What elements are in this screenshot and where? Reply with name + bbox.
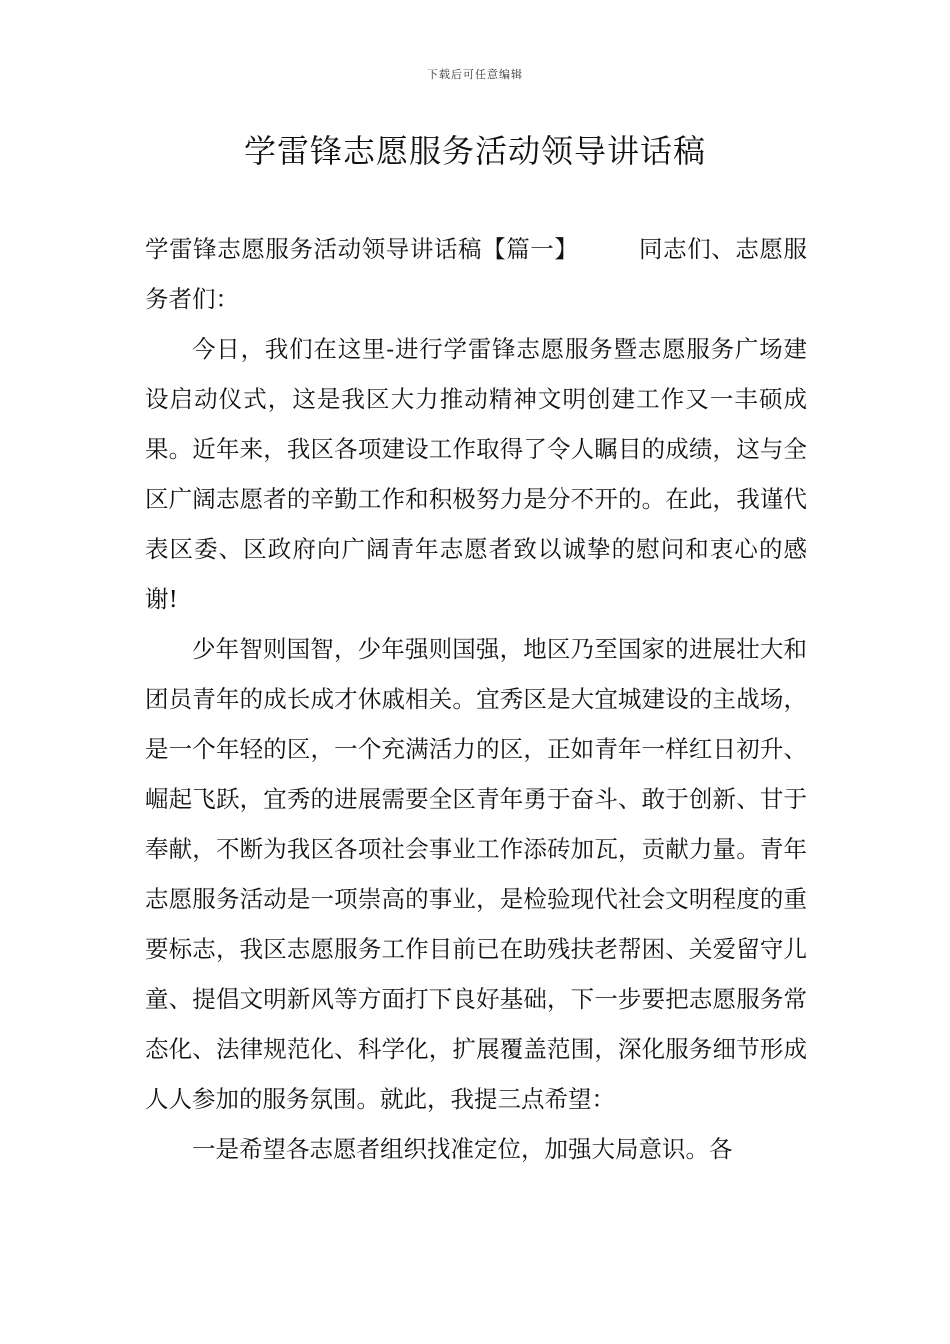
header-note: 下载后可任意编辑	[427, 68, 523, 81]
opening-line	[145, 224, 807, 324]
paragraph-2: 少年智则国智，少年强则国强，地区乃至国家的进展壮大和团员青年的成长成才休戚相关。宜秀区是大宜城建设的主战场，是一个年轻的区，一个充满活力的区，正如青年一样红日初升、崛起飞跃，宜秀的进展需要全区青年勇于奋斗、敢于创新、甘于奉献，不断为我区各项社会事业工作添砖加瓦，贡献力量。青年志愿服务活动是一项崇高的事业，是检验现代社会文明程度的重要标志，我区志愿服务工作目前已在助残扶老帮困、关爱留守儿童、提倡文明新风等方面打下良好基础，下一步要把志愿服务常态化、法律规范化、科学化，扩展覆盖范围，深化服务细节形成人人参加的服务氛围。就此，我提三点希望：	[145, 635, 807, 1113]
section-heading: 学雷锋志愿服务活动领导讲话稿【篇一】	[145, 235, 579, 263]
paragraph-3: 一是希望各志愿者组织找准定位，加强大局意识。各	[192, 1135, 733, 1163]
document-title: 学雷锋志愿服务活动领导讲话稿	[243, 132, 706, 170]
greeting: 同志们、志愿服务者们：	[145, 235, 808, 313]
paragraph-1: 今日，我们在这里-进行学雷锋志愿服务暨志愿服务广场建设启动仪式，这是我区大力推动精神文明创建工作又一丰硕成果。近年来，我区各项建设工作取得了令人瞩目的成绩，这与全区广阔志愿者的辛勤工作和积极努力是分不开的。在此，我谨代表区委、区政府向广阔青年志愿者致以诚挚的慰问和衷心的感谢!	[145, 335, 807, 613]
document-body	[145, 224, 807, 1174]
